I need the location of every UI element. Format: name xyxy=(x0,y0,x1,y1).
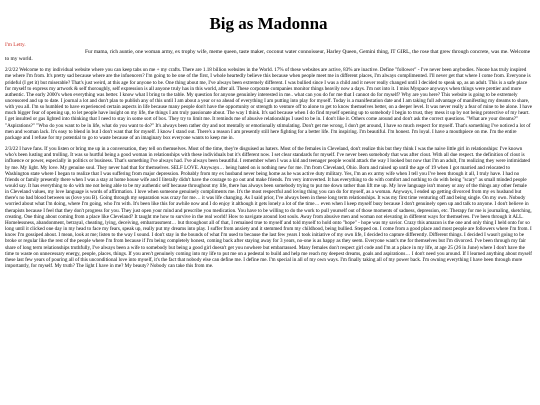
page-title: Big as Madonna xyxy=(209,14,328,33)
intro-text: Fur mama, rich auntie, one woman army, ex trophy wife, meme queen, taste maker, coconut water connoisseur, Harley Queen, Gemini thing, IT GIRL, the rose that grew through concrete, was me. Welcome to my world. xyxy=(5,49,531,62)
journal-entry-1: 2/2/22 Welcome to my individual website where you can keep tabs on me + my crafts. There are 1.18 billion websites in the World. 17% of these websites are active, 83% are inactive. Define "follower" - I've never been anybodies. Noone has truly inspired me where I'm from. It's pretty sad because where are the infuencers? I'm going to be one of the first, I whole heartedly believe this because when people meet me in different places, I'm always complimented. I'll never get that where I come from. Everyone is prideful (I get it) but miserable? That's just weird, at this age for anyone to be. One thing about me, I've always been extremely different. I was bullied since I was a child and it never really changed until I decided to speak up, as an adult. This is a safe place for myself to express my artwork & self thoroughly, self expression is all anyone truly has in this world, after all. These corporate companies monitor things heavily now a days. I'm not into it. I miss Myspace anyways when things were prettier and more authentic. The early 2000's when everything was better. I know what I bring to the table. My question for anyone genuinley interested in me.. what can you do for me that I cannot do for myself? Why are you here? This website is going to be extremely uncensored and up to date. I journal a lot and don't plan to publish any of this until I am about a year or so ahead of everything I am putting into play for myself. Today is a manifestation date and I am taking full advantage of manifesting my dreams to share, with you all. I'm so humbled to have experienced certain aspects in life because many people don't have the opportunity or strength to venture off to alone to get to know themselves better, on a deeper level. It was never really a fear of mine to be alone. I have much bigger fear of opening up, to let people have insight on my life, the things I am truly passionate about. The way I think. It's sad because when I do find myself opening up to somebody I begin to trust, they mess it up by not being protective of my heart. I get insulted or gas lighted into thinking that I need to stay in some sort of box. They try to limit me. It reminds me of abusive relationships I used to be in. I don't like it. Others come around and don't ask the correct questions. "What are your dreams?" "Aspirations?" "Who do you want to be in life, what do you want to do?" It's always been rather dry and not mentally or emotionally stimulating. Don't get me wrong, I don't get around, I have so much respect for myself. That's something I've noticed a lot of men and woman lack. It's easy to blend in but I don't want that for myself. I know I stand out. There's a reason I am presently still here fighting for a better life. I'm inspiring. I'm beautiful. I'm honest. I'm loyal. I have a mouthpiece on me. I'm the entire package and I refuse for my potential to go to waste because of an imaginary box everyone wants to keep me in. xyxy=(5,67,533,141)
journal-entry-2: 2/3/22 I have fans. If you listen or bring me up in a conversation, they tell on themselves. Most of the time, they're disguised as haters. Most of the females in Cleveland, don't realize this but they think I was the naive little girl in relationships: I've known who's been lusting and trolling. It was so hurtful being a good woman in relationships with these individuals but it's different now. I set clear standards for myself. I've never been somebody that was after clout. With all due respect. the definition of clout is influence or power, especially in politics or business. That's something I've always had. I've always been beautiful. I remember when I was a kid and teenager people would attack the way I looked but now that I'm an adult, I'm realizing they were intimidated by me. My light. My love. My genuine soul. They never had that for themselves. SELF LOVE. Anyways… being hated on is nothing new for me. I'm from Cleveland, Ohio. Born and raised up until the age of 19 when I got married and relocated to Washington state where I began to realize that I was suffering from major depression. Probably from my ex husband never being home as he was active duty military. Yes, I'm an ex army wife when I tell you I've been through it all, I truly have. I had no friends or family presently there when I was a stay at home house wife and I literally didn't have the courage to go out and make friends. I'm very introverted. It has everything to do with comfort and nothing to do with being "scary" as small minded people would say. It has everything to do with me not being able to be my authentic self because throughout my life, there has always been somebody trying to put me down rather than lift me up. My love language isn't money or any of the things any other female in Cleveland values, my love language is words of affirmation. I love when someone genuinely compliments me. It's the most respectful and loving thing you can do for myself, as a woman. Anyways, I ended up getting divorced from my ex husband but there's no bad blood between us (love you B). Going through my separation was crazy for me… it was life changing. As I said prior, I've always been in these long term relationships. It was my first time venturing off and being single. On my own. Nobody worried about what I'm doing, where I'm going, who I'm with. It's been like this for awhile now and I do enjoy it although it gets lonely a lot of the time… even when I keep myself busy because I don't genuinely open up and talk to anyone. I don't believe in therapists because I feel that they don't progress for you. They just open your mind and prescribe you medication. You have to be willing to do the work to pull yourself out of those moments of sadness, depression, etc. Therapy for me is journaling, sketching, creating. One thing about coming from a place like Cleveland? It taught me how to survive in the real world! How to navigate around lost souls. Away from abusive men and woman not elevating in different ways for themselves. I've been through it ALL. Homelessness, abandonment, betrayal, cheating, lying, deceiving, embarrassment… but throughout all of that, I remained true to myself and told myself to hold onto "hope" - hope was my savior. Crazy this amazon is the one and only thing I held onto for so long until it clicked one day in my head to face my fears, speak up, really put my dreams into play. I suffer from anxiety and it stemmed from my childhood, being bullied. Stepped on. I come from a good place and most people are followers where I'm from. I know I'm gossiped about. I mean, look at me; listen to the way I sound. I don't stay in the bounds of what I'm used to because the last few years I took initiative of my own life, I decided to capture differently. Different things. I decided I wasn't going to be broke or regular like the rest of the people where I'm from because if I'm being completely honest, coming back after staying away for 3 years, no-one is as happy as they seem. Everyone want's me for themselves but I'm divorced. I've been through my fair share of long term relationships truthfully, I've always been a wife to somebody but being a good girl doesn't get you nowhere but embarrassed. Many females don't respect girl code and I'm at a place in my life, at age 25 (26 in June) where I don't have the time to waste on unnecessary energy, people, places, things. If you aren't genuinely coming into my life to put me on a pedestal to build and help me reach my deepest dreams, goals and aspirations… I don't need you around. If I learned anything about myself these last few years of pouring all of this unconditional love into myself, it's the fact that nobody else can define me. I define me. I'm special in all of my own ways. I'm finally taking all of my power back. I'm owning everything I have been through more importantly, for myself. My truth? The light I have in me? My beauty? Nobody can take this from me. xyxy=(5,146,532,270)
greeting-text: I'm Letty. xyxy=(5,42,26,48)
